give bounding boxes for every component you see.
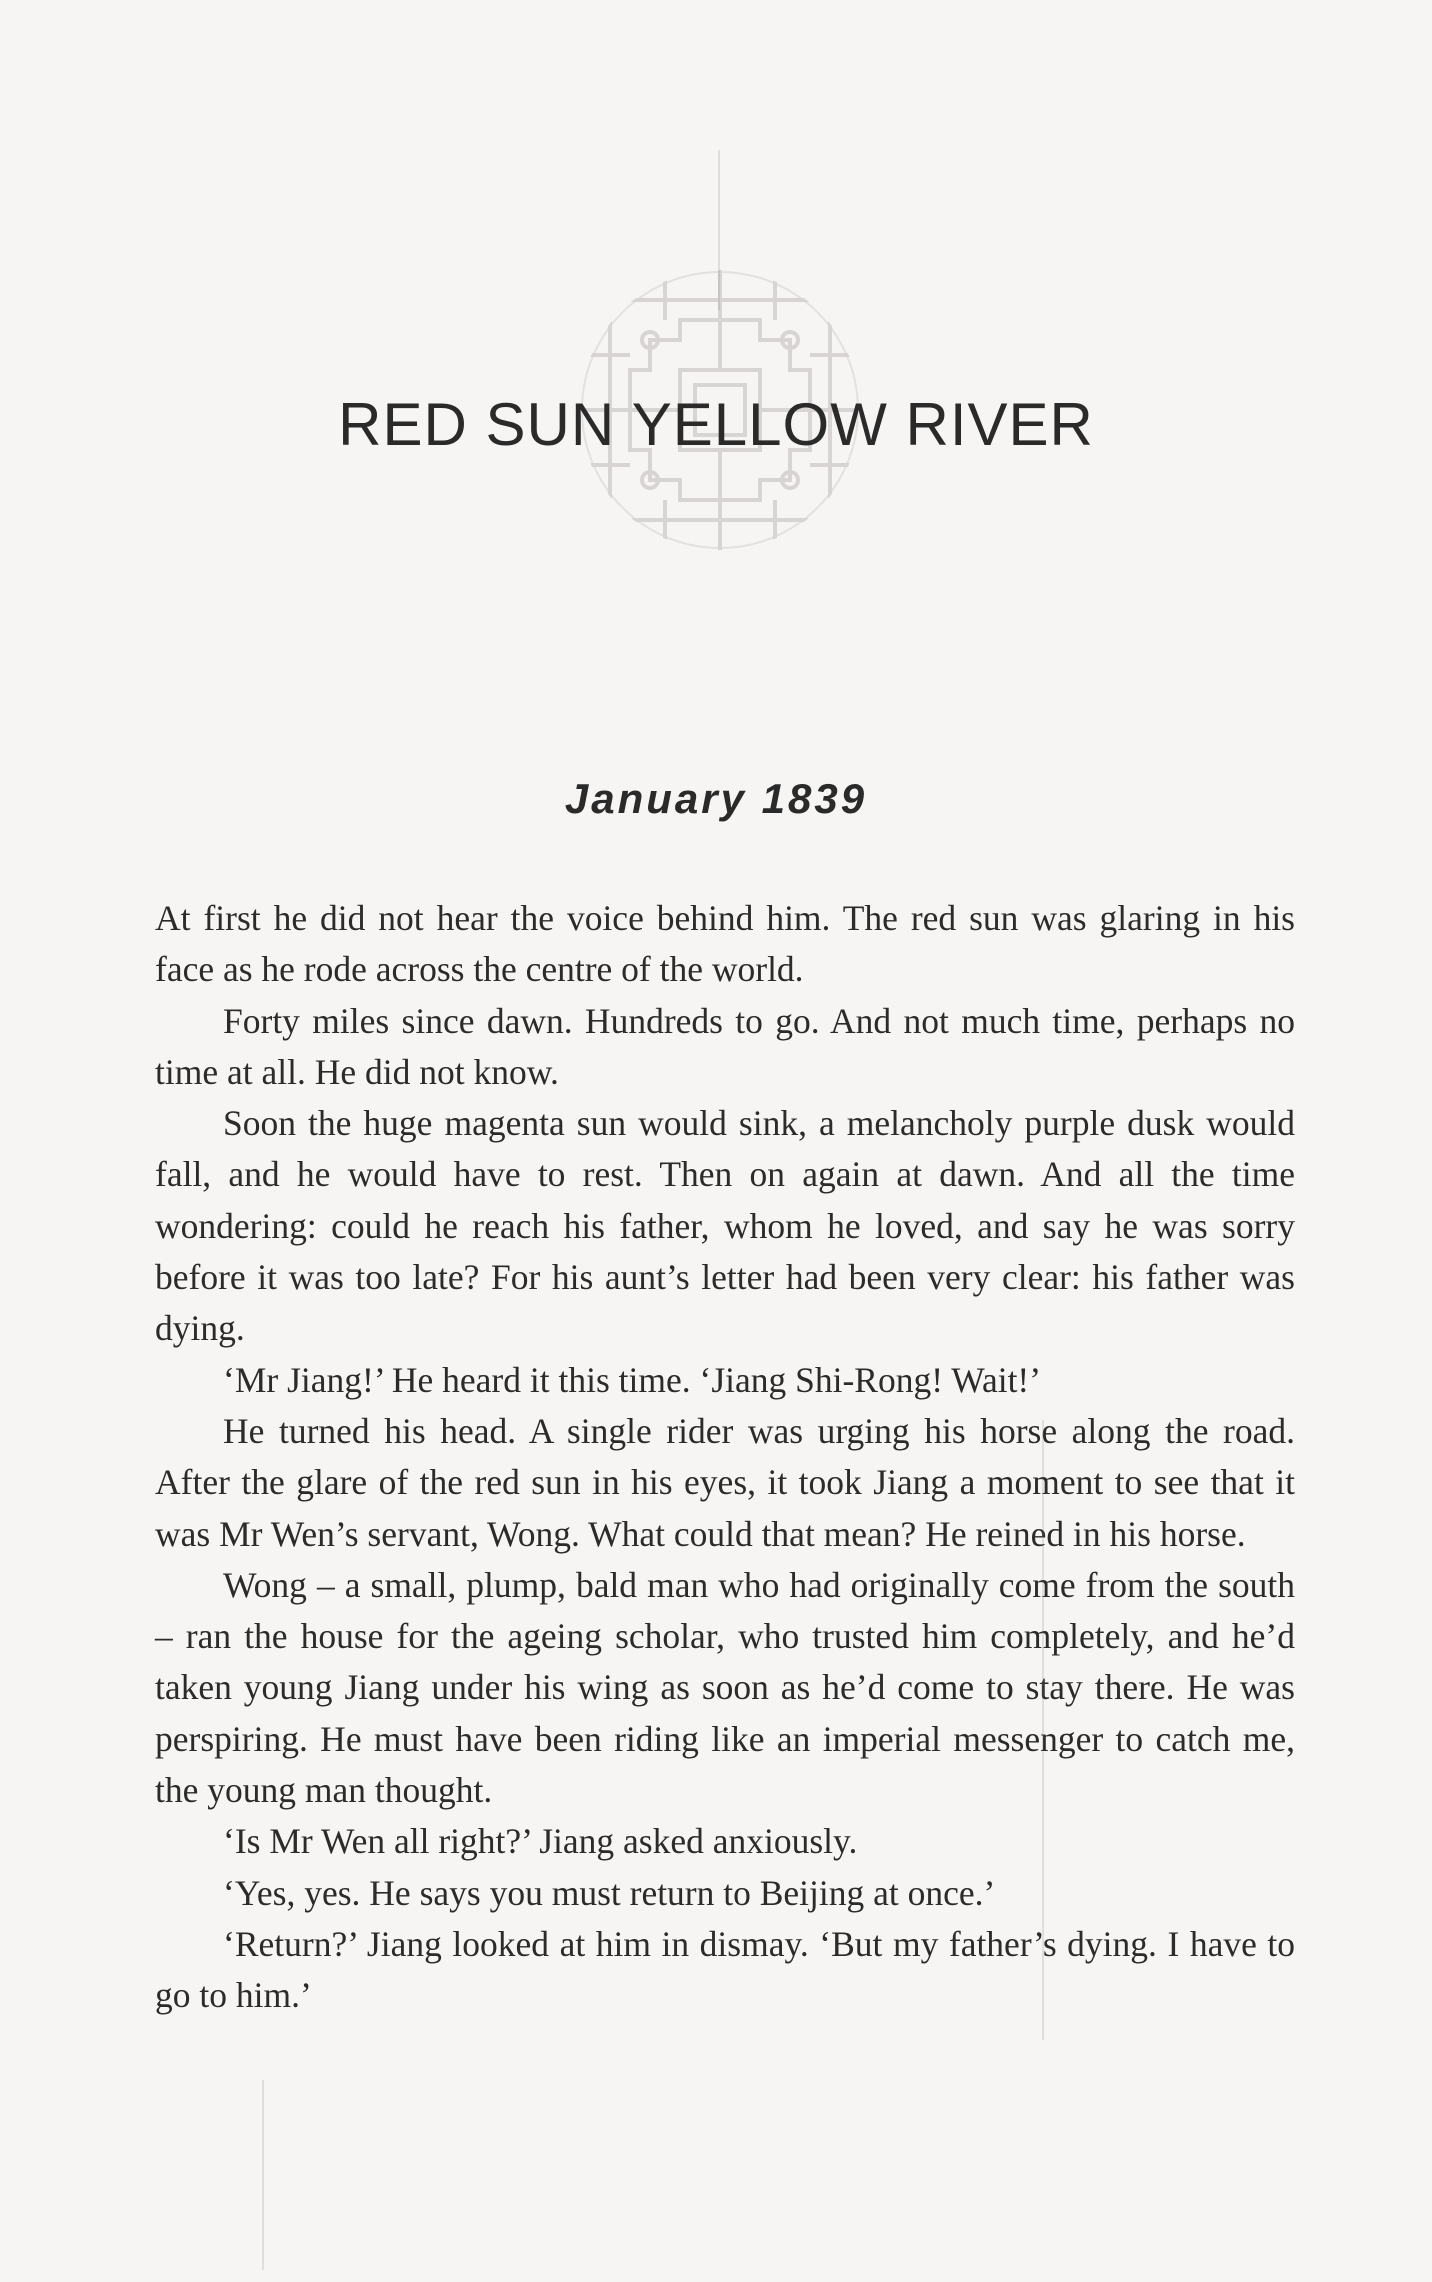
paragraph: Wong – a small, plump, bald man who had originally come from the south – ran the house for the ageing scholar, who trusted him completely, and he’d taken young Jiang under his wing as soon as he’d come to stay there. He was perspiring. He must have been riding like an imperial messenger to catch me, the young man thought. bbox=[155, 1564, 1295, 1811]
page-crease bbox=[1042, 1420, 1044, 2040]
page-crease bbox=[262, 2080, 264, 2270]
paragraph: ‘Is Mr Wen all right?’ Jiang asked anxiously. bbox=[223, 1821, 858, 1862]
paragraph: Forty miles since dawn. Hundreds to go. And not much time, perhaps no time at all. He did not know. bbox=[155, 1000, 1295, 1092]
paragraph: At first he did not hear the voice behind him. The red sun was glaring in his face as he rode across the centre of the world. bbox=[155, 898, 1295, 990]
section-date: January 1839 bbox=[564, 775, 868, 822]
paragraph: ‘Yes, yes. He says you must return to Beijing at once.’ bbox=[223, 1872, 996, 1913]
paragraph: Soon the huge magenta sun would sink, a melancholy purple dusk would fall, and he would have to rest. Then on again at dawn. And all the time wondering: could he reach his father, whom he loved, and say he was sorry before it was too late? For his aunt’s letter had been very clear: his father was dying. bbox=[155, 1103, 1295, 1349]
page-crease bbox=[718, 150, 720, 310]
body-text bbox=[155, 893, 1295, 2022]
paragraph: He turned his head. A single rider was urging his horse along the road. After the glare of the red sun in his eyes, it took Jiang a moment to see that it was Mr Wen’s servant, Wong. What could that mean? He reined in his horse. bbox=[155, 1410, 1295, 1554]
chapter-title: RED SUN YELLOW RIVER bbox=[338, 391, 1094, 458]
paragraph: ‘Mr Jiang!’ He heard it this time. ‘Jiang Shi-Rong! Wait!’ bbox=[223, 1359, 1042, 1400]
paragraph: ‘Return?’ Jiang looked at him in dismay. ‘But my father’s dying. I have to go to him.’ bbox=[155, 1923, 1295, 2016]
